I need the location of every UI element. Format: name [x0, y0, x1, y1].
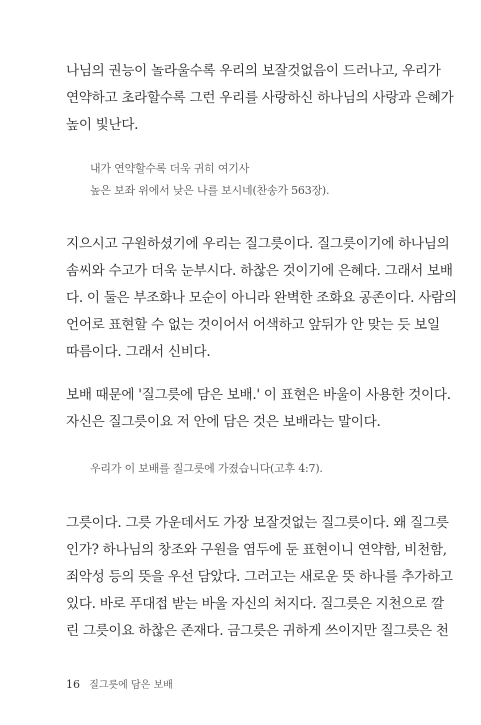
paragraph-line: 보배 때문에 '질그릇에 담은 보배.' 이 표현은 바울이 사용한 것이다. — [66, 387, 451, 403]
paragraph-line: 린 그릇이요 하찮은 존재다. 금그릇은 귀하게 쓰이지만 질그릇은 천 — [66, 623, 449, 639]
paragraph-line: 언어로 표현할 수 없는 것이어서 어색하고 앞뒤가 안 맞는 듯 보일 — [66, 317, 440, 333]
paragraph-line: 자신은 질그릇이요 저 안에 담은 것은 보배라는 말이다. — [66, 414, 381, 430]
paragraph-line: 있다. 바로 푸대접 받는 바울 자신의 처지다. 질그릇은 지천으로 깔 — [66, 596, 444, 612]
paragraph-line: 그릇이다. 그릇 가운데서도 가장 보잘것없는 질그릇이다. 왜 질그릇 — [66, 515, 449, 531]
paragraph-line: 따름이다. 그래서 신비다. — [66, 344, 211, 360]
paragraph-line: 높이 빛난다. — [66, 117, 139, 133]
paragraph-line: 연약하고 초라할수록 그런 우리를 사랑하신 하나님의 사랑과 은혜가 — [66, 90, 454, 106]
paragraph-line: 솜씨와 수고가 더욱 눈부시다. 하찮은 것이기에 은혜다. 그래서 보배 — [66, 263, 453, 279]
scripture-quote — [90, 458, 390, 480]
paragraph-line: 인가? 하나님의 창조와 구원을 염두에 둔 표현이니 연약함, 비천함, — [66, 542, 447, 558]
quote-line: 내가 연약할수록 더욱 귀히 여기사 — [90, 162, 250, 175]
quote-line: 우리가 이 보배를 질그릇에 가졌습니다(고후 4:7). — [90, 462, 323, 475]
paragraph-1 — [66, 58, 454, 139]
paragraph-line: 나님의 권능이 놀라울수록 우리의 보잘것없음이 드러나고, 우리가 — [66, 63, 441, 79]
page-footer — [66, 676, 173, 691]
paragraph-line: 다. 이 둘은 부조화나 모순이 아니라 완벽한 조화요 공존이다. 사람의 — [66, 290, 457, 306]
paragraph-line: 지으시고 구원하셨기에 우리는 질그릇이다. 질그릇이기에 하나님의 — [66, 236, 450, 252]
page-number: 16 — [66, 678, 80, 691]
quote-line: 높은 보좌 위에서 낮은 나를 보시네(찬송가 563장). — [90, 184, 330, 197]
running-title: 질그릇에 담은 보배 — [89, 680, 173, 691]
paragraph-line: 죄악성 등의 뜻을 우선 담았다. 그러고는 새로운 뜻 하나를 추가하고 — [66, 569, 453, 585]
paragraph-3 — [66, 382, 451, 436]
hymn-quote — [90, 158, 390, 202]
paragraph-4 — [66, 510, 453, 645]
paragraph-2 — [66, 231, 457, 366]
